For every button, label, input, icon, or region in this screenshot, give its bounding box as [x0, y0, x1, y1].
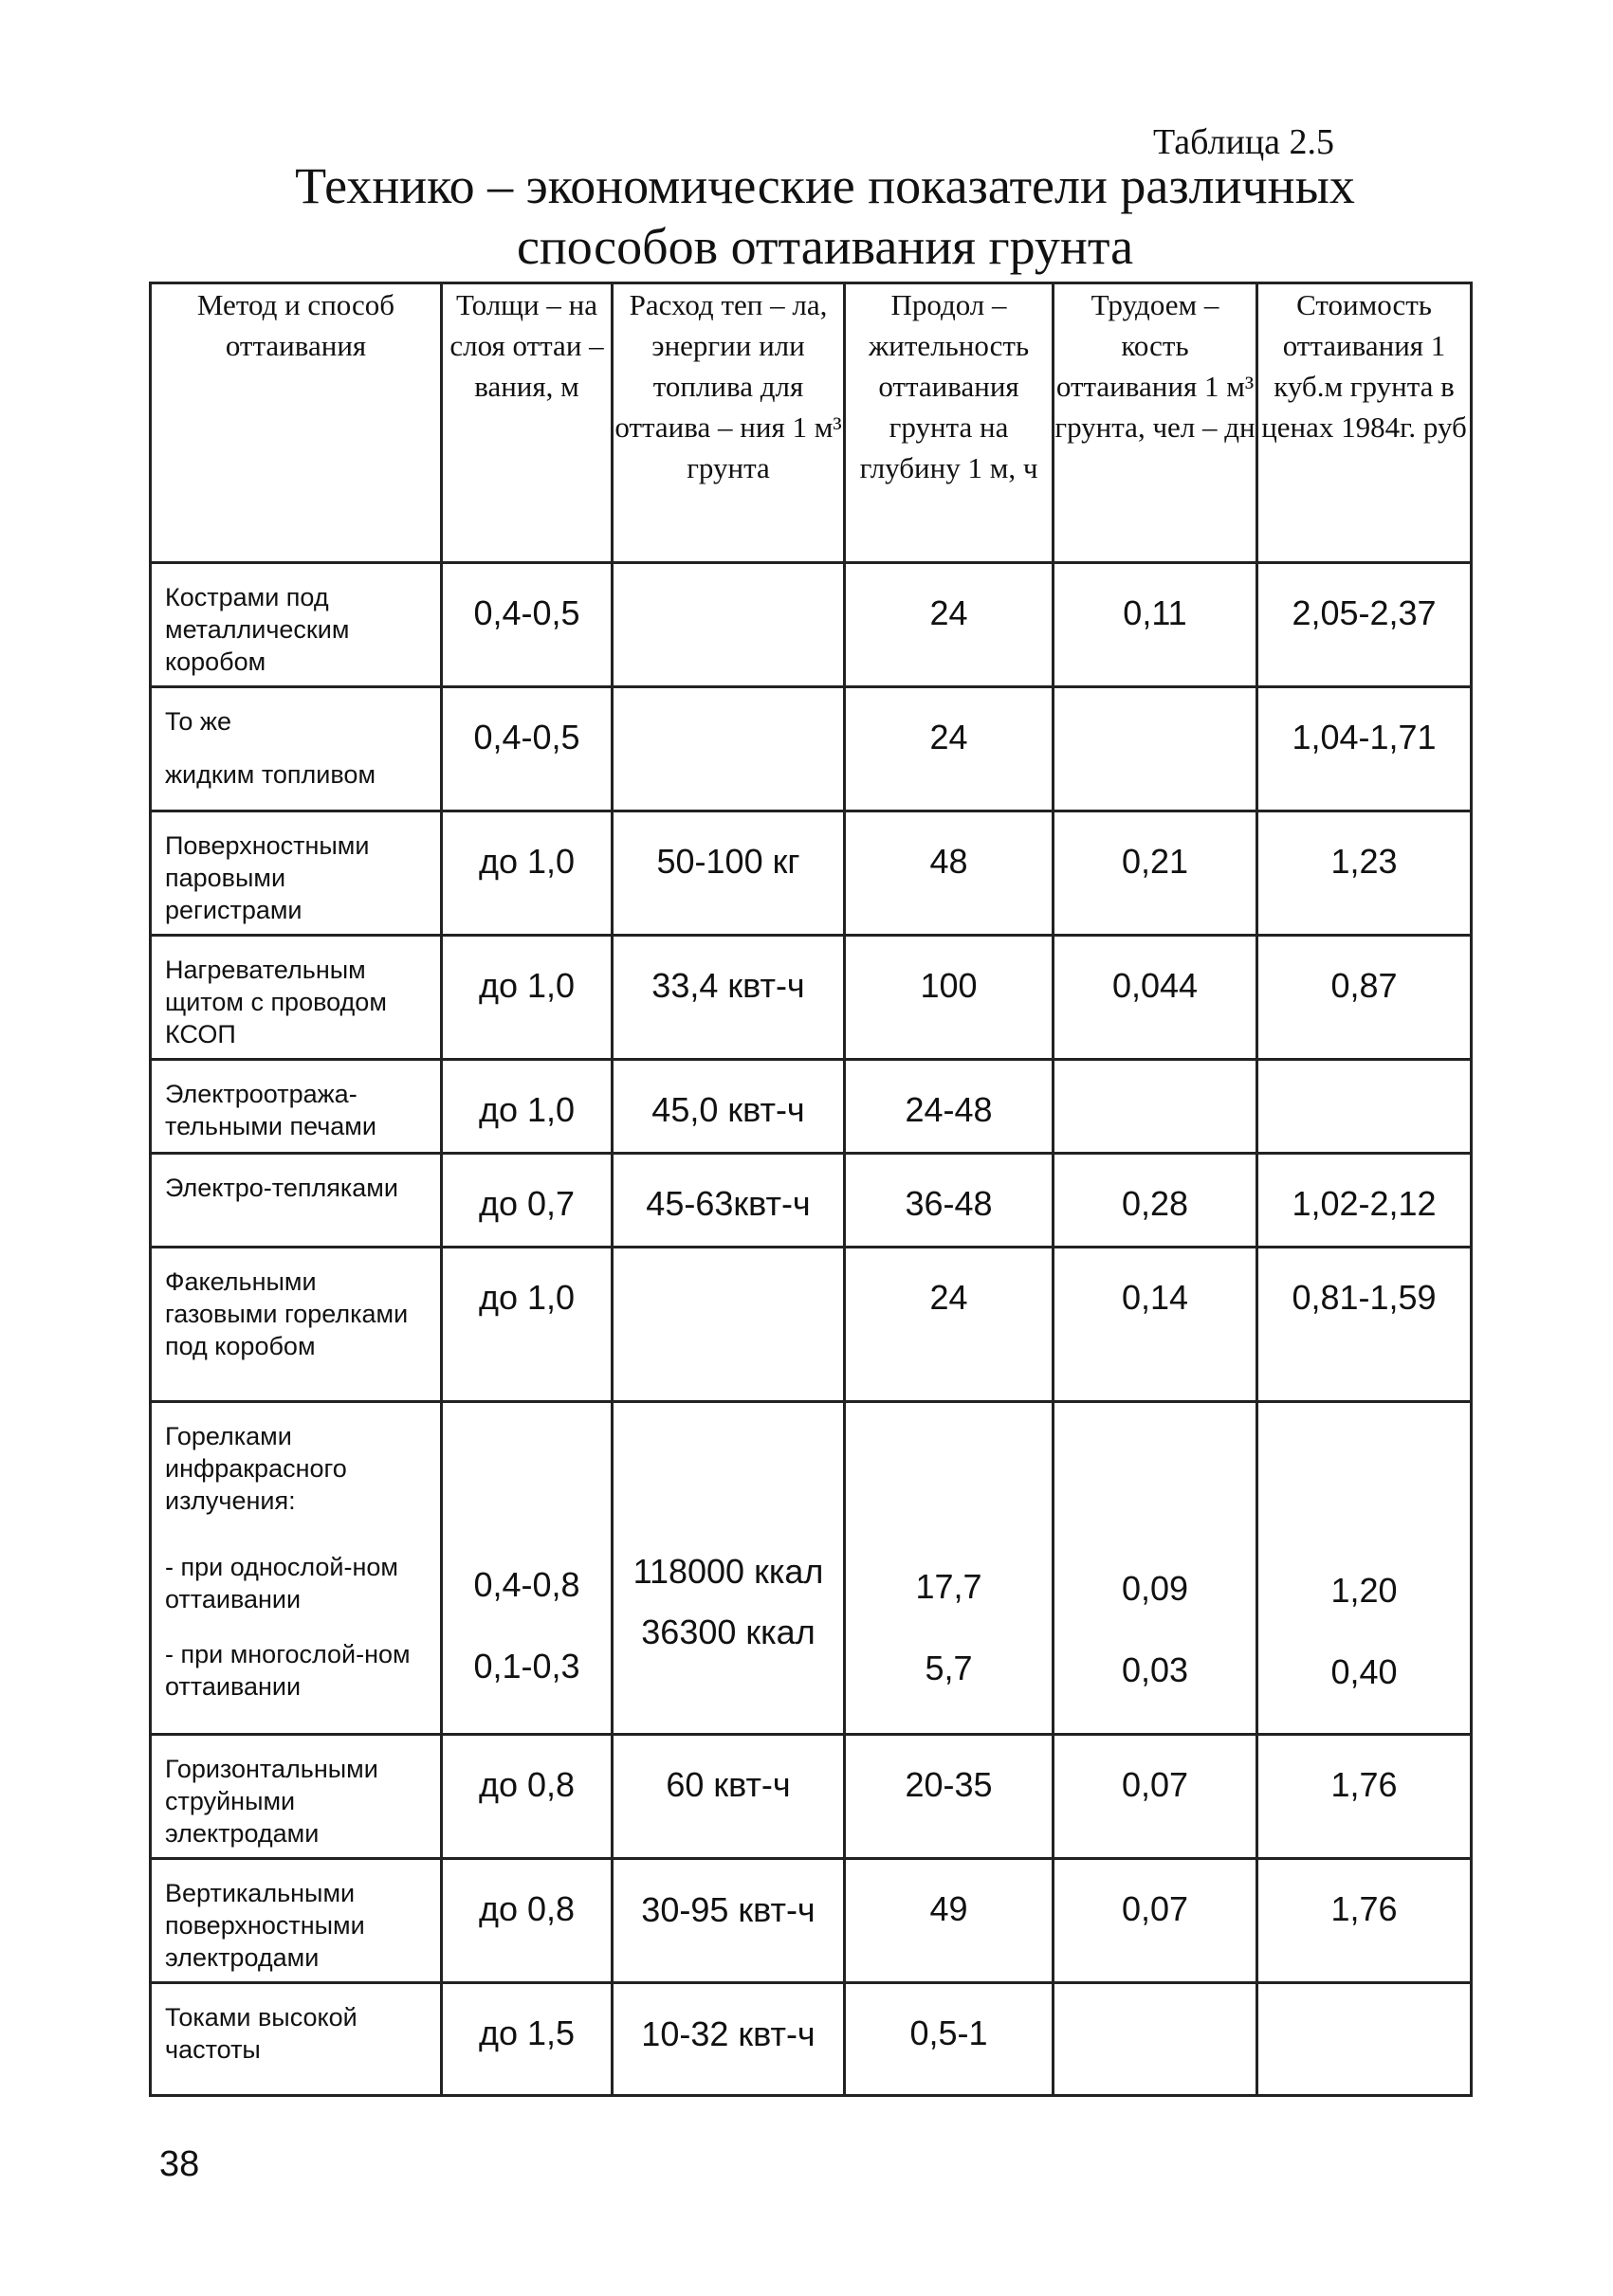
sub-value: 0,4-0,8 — [473, 1565, 580, 1604]
cell-thickness: до 1,5 — [442, 1983, 613, 2096]
table-row — [151, 563, 1472, 687]
method-line: жидким топливом — [165, 760, 376, 789]
cell-duration — [845, 1402, 1054, 1735]
cell-thickness: до 0,8 — [442, 1735, 613, 1859]
cell-method: Нагревательным щитом с проводом КСОП — [151, 936, 442, 1060]
sub-value: 17,7 — [915, 1567, 982, 1606]
cell-method: Токами высокой частоты — [151, 1983, 442, 2096]
table-row — [151, 1154, 1472, 1248]
table-title — [142, 155, 1508, 277]
cell-method: Горизонтальными струйными электродами — [151, 1735, 442, 1859]
table-row — [151, 1060, 1472, 1154]
header-consumption: Расход теп – ла, энергии или топлива для оттаива – ния 1 м³ грунта — [613, 283, 845, 563]
cell-consumption: 10-32 квт-ч — [613, 1983, 845, 2096]
cell-method — [151, 687, 442, 811]
cell-method: Вертикальными поверхностными электродами — [151, 1859, 442, 1983]
cell-method: Поверхностными паровыми регистрами — [151, 811, 442, 936]
table-row — [151, 1402, 1472, 1735]
cell-cost: 0,87 — [1257, 936, 1472, 1060]
cell-thickness: 0,4-0,5 — [442, 563, 613, 687]
cell-cost: 2,05-2,37 — [1257, 563, 1472, 687]
sub-value: 0,1-0,3 — [473, 1647, 580, 1686]
title-line-1: Технико – экономические показатели различных — [295, 157, 1355, 214]
cell-labor: 0,044 — [1054, 936, 1257, 1060]
header-cost: Стоимость оттаивания 1 куб.м грунта в ценах 1984г. руб — [1257, 283, 1472, 563]
cell-thickness: до 1,0 — [442, 811, 613, 936]
cell-labor — [1054, 1060, 1257, 1154]
cell-consumption: 45-63квт-ч — [613, 1154, 845, 1248]
cell-duration: 36-48 — [845, 1154, 1054, 1248]
header-row — [151, 283, 1472, 563]
cell-consumption — [613, 1402, 845, 1735]
sub-value: 0,03 — [1121, 1650, 1189, 1689]
cell-thickness: до 0,8 — [442, 1859, 613, 1983]
cell-duration: 100 — [845, 936, 1054, 1060]
cell-cost — [1257, 1402, 1472, 1735]
table-row — [151, 1983, 1472, 2096]
method-line: То же — [165, 707, 231, 736]
cell-labor: 0,28 — [1054, 1154, 1257, 1248]
cell-method — [151, 1402, 442, 1735]
cell-method: Факельными газовыми горелками под коробом — [151, 1248, 442, 1402]
cell-duration: 20-35 — [845, 1735, 1054, 1859]
cell-duration: 24-48 — [845, 1060, 1054, 1154]
sub-method: - при однослой-ном оттаивании — [165, 1553, 398, 1613]
cell-labor: 0,21 — [1054, 811, 1257, 936]
cell-consumption: 50-100 кг — [613, 811, 845, 936]
header-labor: Трудоем – кость оттаивания 1 м³ грунта, чел – дн — [1054, 283, 1257, 563]
cell-duration: 24 — [845, 563, 1054, 687]
cell-cost: 1,02-2,12 — [1257, 1154, 1472, 1248]
cell-consumption: 30-95 квт-ч — [613, 1859, 845, 1983]
cell-consumption — [613, 687, 845, 811]
cell-duration: 49 — [845, 1859, 1054, 1983]
cell-thickness — [442, 1402, 613, 1735]
cell-labor — [1054, 1402, 1257, 1735]
header-duration: Продол – жительность оттаивания грунта на глубину 1 м, ч — [845, 283, 1054, 563]
cell-thickness: 0,4-0,5 — [442, 687, 613, 811]
data-table — [149, 282, 1473, 2097]
cell-labor: 0,11 — [1054, 563, 1257, 687]
cell-cost — [1257, 1060, 1472, 1154]
sub-value: 118000 ккал — [632, 1552, 824, 1591]
cell-consumption: 60 квт-ч — [613, 1735, 845, 1859]
cell-cost: 1,23 — [1257, 811, 1472, 936]
table-row — [151, 811, 1472, 936]
cell-duration: 24 — [845, 1248, 1054, 1402]
cell-labor: 0,07 — [1054, 1859, 1257, 1983]
cell-duration: 24 — [845, 687, 1054, 811]
page-number: 38 — [159, 2144, 200, 2184]
cell-cost: 1,76 — [1257, 1859, 1472, 1983]
cell-cost: 0,81-1,59 — [1257, 1248, 1472, 1402]
cell-labor: 0,14 — [1054, 1248, 1257, 1402]
cell-cost — [1257, 1983, 1472, 2096]
cell-thickness: до 1,0 — [442, 936, 613, 1060]
cell-cost: 1,76 — [1257, 1735, 1472, 1859]
header-thickness: Толщи – на слоя оттаи – вания, м — [442, 283, 613, 563]
group-heading: Горелками инфракрасного излучения: — [165, 1422, 347, 1515]
table-label: Таблица 2.5 — [1153, 122, 1335, 162]
cell-labor — [1054, 687, 1257, 811]
cell-labor — [1054, 1983, 1257, 2096]
cell-thickness: до 0,7 — [442, 1154, 613, 1248]
cell-duration: 48 — [845, 811, 1054, 936]
cell-duration: 0,5-1 — [845, 1983, 1054, 2096]
cell-method: Кострами под металлическим коробом — [151, 563, 442, 687]
cell-cost: 1,04-1,71 — [1257, 687, 1472, 811]
table-row — [151, 1859, 1472, 1983]
cell-labor: 0,07 — [1054, 1735, 1257, 1859]
sub-value: 0,09 — [1121, 1569, 1189, 1608]
title-line-2: способов оттаивания грунта — [516, 218, 1134, 275]
sub-value: 1,20 — [1330, 1571, 1398, 1610]
table-row — [151, 1735, 1472, 1859]
cell-consumption — [613, 1248, 845, 1402]
cell-thickness: до 1,0 — [442, 1060, 613, 1154]
sub-value: 5,7 — [925, 1649, 973, 1687]
sub-value: 0,40 — [1330, 1652, 1398, 1691]
cell-consumption: 45,0 квт-ч — [613, 1060, 845, 1154]
cell-thickness: до 1,0 — [442, 1248, 613, 1402]
sub-method: - при многослой-ном оттаивании — [165, 1640, 411, 1701]
cell-method: Электроотража-тельными печами — [151, 1060, 442, 1154]
table-row — [151, 936, 1472, 1060]
table-row — [151, 687, 1472, 811]
cell-method: Электро-тепляками — [151, 1154, 442, 1248]
table-row — [151, 1248, 1472, 1402]
sub-value: 36300 ккал — [641, 1613, 816, 1651]
cell-consumption — [613, 563, 845, 687]
cell-consumption: 33,4 квт-ч — [613, 936, 845, 1060]
header-method: Метод и способ оттаивания — [151, 283, 442, 563]
